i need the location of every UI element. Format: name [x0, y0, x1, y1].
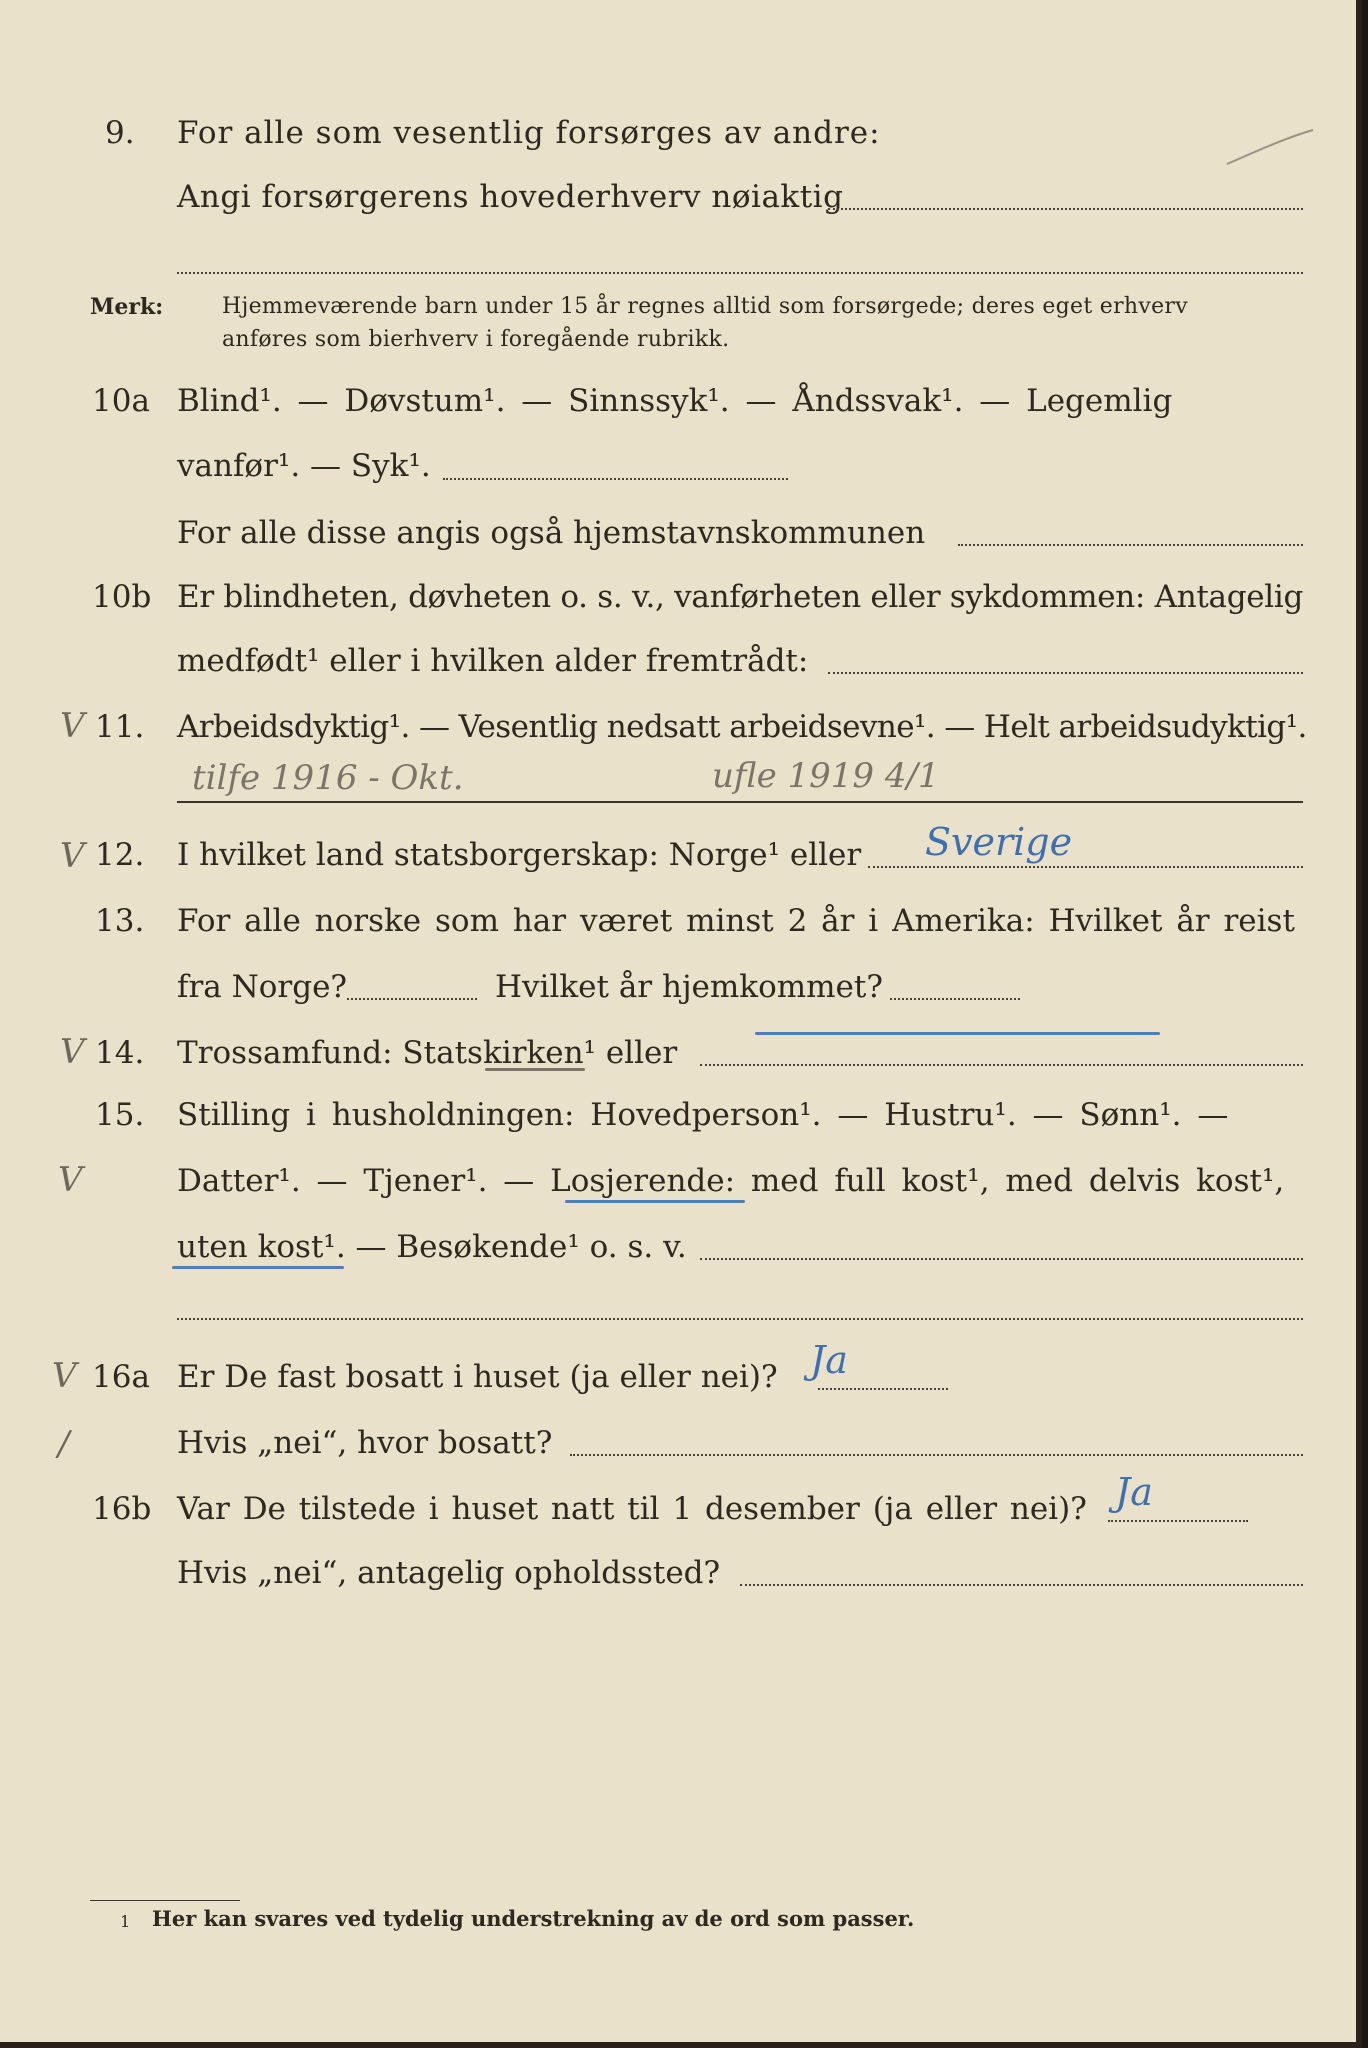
- q9-line1: For alle som vesentlig forsørges av andre:: [177, 115, 881, 151]
- q15-losjerende-underline: [565, 1200, 745, 1203]
- q16a-handwritten-answer: Ja: [810, 1338, 848, 1382]
- footnote-rule: [90, 1900, 240, 1901]
- q12-answer-line: [868, 866, 1303, 868]
- q10a-number: 10a: [92, 383, 150, 419]
- q9-line2: Angi forsørgerens hovederhverv nøiaktig: [177, 179, 844, 215]
- merk-line2: anføres som bierhverv i foregående rubrikk.: [222, 327, 730, 352]
- q16a-bosatt-line: [570, 1454, 1303, 1456]
- pencil-mark-icon: /: [58, 1424, 70, 1464]
- q15-line2: Datter¹. — Tjener¹. — Losjerende: med full kost¹, med delvis kost¹,: [177, 1163, 1285, 1199]
- q15-uten-kost-underline: [172, 1266, 344, 1269]
- q14-handwritten-stroke: [755, 1032, 1160, 1035]
- q13-hjemkommet-line: [890, 998, 1020, 1000]
- q14-number: 14.: [95, 1035, 145, 1071]
- q10a-kommune-line: [958, 544, 1303, 546]
- q10a-line2: vanfør¹. — Syk¹.: [177, 448, 431, 484]
- check-mark-icon: V: [58, 1160, 83, 1200]
- q14-answer-line: [700, 1064, 1303, 1066]
- q9-number: 9.: [105, 115, 135, 151]
- q16a-line2: Hvis „nei“, hvor bosatt?: [177, 1425, 553, 1461]
- q11-handwritten-1: tilfe 1916 - Okt.: [192, 758, 464, 798]
- q11-number: 11.: [95, 709, 145, 745]
- q12-line1: I hvilket land statsborgerskap: Norge¹ eller: [177, 837, 862, 873]
- q13-line2a: fra Norge?: [177, 969, 348, 1005]
- q9-extra-line: [177, 272, 1303, 274]
- q15-line1: Stilling i husholdningen: Hovedperson¹. — Hustru¹. — Sønn¹. —: [177, 1097, 1229, 1133]
- q13-reist-line: [347, 998, 477, 1000]
- q16a-line1: Er De fast bosatt i huset (ja eller nei)?: [177, 1359, 778, 1395]
- q15-answer-line: [700, 1258, 1303, 1260]
- q10b-number: 10b: [92, 579, 152, 615]
- merk-label: Merk:: [90, 294, 164, 320]
- q13-line2b: Hvilket år hjemkommet?: [495, 969, 883, 1005]
- q16b-line2: Hvis „nei“, antagelig opholdssted?: [177, 1555, 721, 1591]
- check-mark-icon: V: [60, 706, 85, 746]
- q11-handwritten-2: ufle 1919 4/1: [712, 756, 940, 796]
- footnote-text: Her kan svares ved tydelig understrekning av de ord som passer.: [152, 1906, 915, 1931]
- q15-extra-line: [177, 1318, 1303, 1320]
- q10b-line2: medfødt¹ eller i hvilken alder fremtrådt:: [177, 643, 809, 679]
- q16b-answer-line: [1108, 1520, 1248, 1522]
- q13-line1: For alle norske som har været minst 2 år i Amerika: Hvilket år reist: [177, 903, 1295, 939]
- footnote-mark: 1: [120, 1912, 131, 1931]
- q16b-number: 16b: [92, 1491, 152, 1527]
- q16b-handwritten-answer: Ja: [1115, 1470, 1153, 1514]
- q10b-line1: Er blindheten, døvheten o. s. v., vanførheten eller sykdommen: Antagelig: [177, 579, 1304, 615]
- q10a-line3: For alle disse angis også hjemstavnskommunen: [177, 515, 926, 551]
- check-mark-icon: V: [60, 1032, 85, 1072]
- q16a-number: 16a: [92, 1359, 150, 1395]
- pencil-mark-icon: [1225, 128, 1315, 168]
- q16b-opholdssted-line: [740, 1584, 1303, 1586]
- q9-answer-line: [828, 208, 1303, 210]
- q12-handwritten-answer: Sverige: [925, 820, 1073, 864]
- q16a-answer-line: [818, 1388, 948, 1390]
- check-mark-icon: V: [52, 1356, 77, 1396]
- q15-number: 15.: [95, 1097, 145, 1133]
- q10a-syk-line: [443, 478, 788, 480]
- q11-answer-line: [177, 801, 1303, 803]
- merk-line1: Hjemmeværende barn under 15 år regnes alltid som forsørgede; deres eget erhverv: [222, 294, 1188, 319]
- q11-line1: Arbeidsdyktig¹. — Vesentlig nedsatt arbeidsevne¹. — Helt arbeidsudyktig¹.: [177, 709, 1307, 745]
- q13-number: 13.: [95, 903, 145, 939]
- q16b-line1: Var De tilstede i huset natt til 1 desember (ja eller nei)?: [177, 1491, 1087, 1527]
- q15-line3: uten kost¹. — Besøkende¹ o. s. v.: [177, 1229, 687, 1265]
- q14-line1: Trossamfund: Statskirken¹ eller: [177, 1035, 678, 1071]
- check-mark-icon: V: [60, 836, 85, 876]
- q10b-answer-line: [828, 672, 1303, 674]
- q14-pencil-underline: [485, 1068, 585, 1071]
- q10a-line1: Blind¹. — Døvstum¹. — Sinnssyk¹. — Åndssvak¹. — Legemlig: [177, 383, 1173, 419]
- q12-number: 12.: [95, 837, 145, 873]
